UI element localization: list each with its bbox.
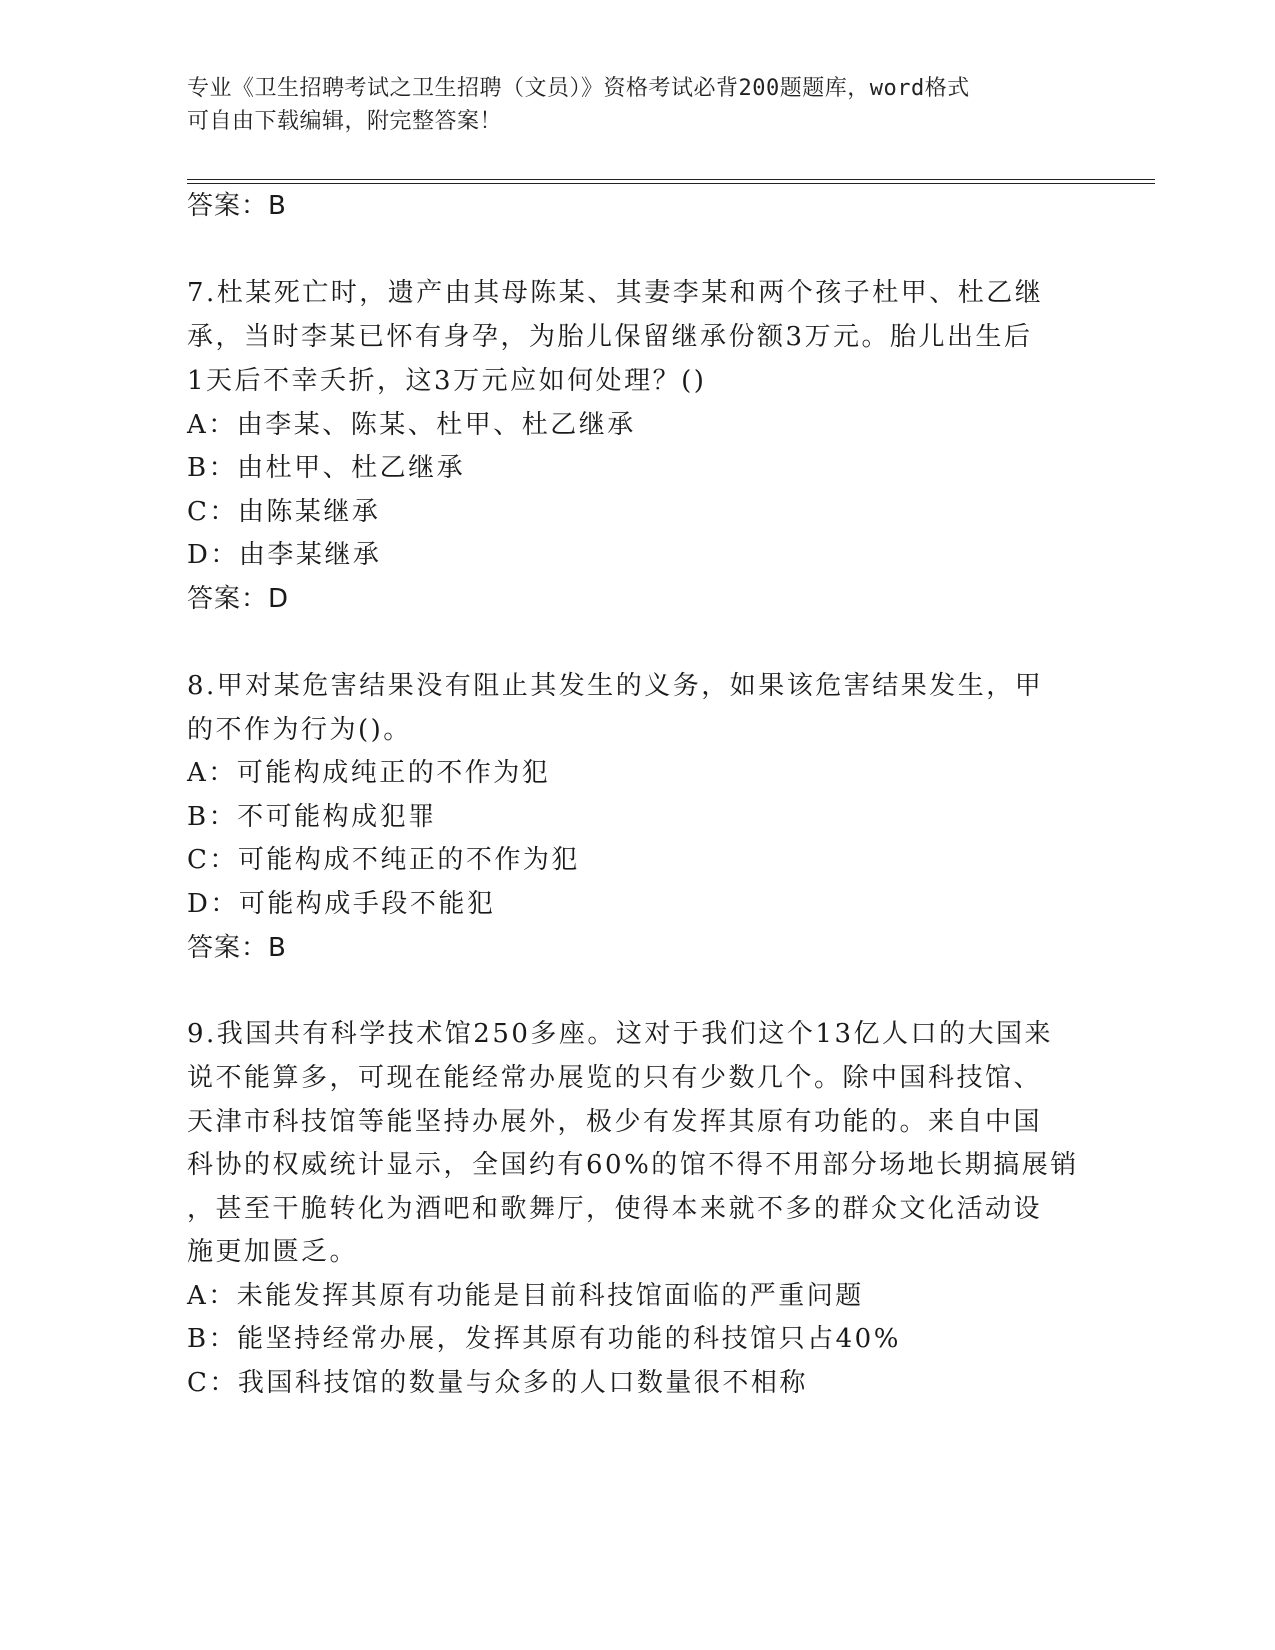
q9-text-line: 说不能算多，可现在能经常办展览的只有少数几个。除中国科技馆、 [187, 1063, 1043, 1093]
previous-answer: 答案：B [187, 191, 287, 221]
header-line-1: 专业《卫生招聘考试之卫生招聘（文员）》资格考试必背200题题库，word格式 [187, 76, 970, 101]
q7-option-a: A：由李某、陈某、杜甲、杜乙继承 [187, 410, 636, 440]
q9-text-line: ，甚至干脆转化为酒吧和歌舞厅，使得本来就不多的群众文化活动设 [187, 1194, 1043, 1224]
q7-text-line: 1天后不幸夭折，这3万元应如何处理？() [187, 366, 707, 396]
q7-option-d: D：由李某继承 [187, 540, 382, 570]
q8-option-d: D：可能构成手段不能犯 [187, 889, 496, 919]
q7-option-c: C：由陈某继承 [187, 497, 381, 527]
q8-option-b: B：不可能构成犯罪 [187, 802, 437, 832]
q9-option-b: B：能坚持经常办展，发挥其原有功能的科技馆只占40% [187, 1324, 901, 1354]
q9-text-line: 天津市科技馆等能坚持办展外，极少有发挥其原有功能的。来自中国 [187, 1107, 1043, 1137]
q7-text-line: 7.杜某死亡时，遗产由其母陈某、其妻李某和两个孩子杜甲、杜乙继 [187, 278, 1044, 308]
header-rule-top [187, 179, 1155, 180]
q8-text-line: 的不作为行为()。 [187, 715, 412, 745]
q8-option-a: A：可能构成纯正的不作为犯 [187, 758, 551, 788]
q8-text-line: 8.甲对某危害结果没有阻止其发生的义务，如果该危害结果发生，甲 [187, 671, 1044, 701]
q9-option-a: A：未能发挥其原有功能是目前科技馆面临的严重问题 [187, 1281, 864, 1311]
q7-text-line: 承，当时李某已怀有身孕，为胎儿保留继承份额3万元。胎儿出生后 [187, 322, 1033, 352]
q8-option-c: C：可能构成不纯正的不作为犯 [187, 845, 580, 875]
q9-text-line: 施更加匮乏。 [187, 1237, 359, 1267]
header-line-2: 可自由下载编辑，附完整答案！ [187, 109, 503, 134]
q7-answer: 答案：D [187, 584, 290, 614]
q7-option-b: B：由杜甲、杜乙继承 [187, 453, 466, 483]
q9-text-line: 科协的权威统计显示，全国约有60%的馆不得不用部分场地长期搞展销 [187, 1150, 1079, 1180]
q8-answer: 答案：B [187, 933, 287, 963]
q9-option-c: C：我国科技馆的数量与众多的人口数量很不相称 [187, 1368, 808, 1398]
document-header [187, 72, 1087, 138]
q9-text-line: 9.我国共有科学技术馆250多座。这对于我们这个13亿人口的大国来 [187, 1019, 1054, 1049]
header-rule-bottom [187, 183, 1155, 184]
